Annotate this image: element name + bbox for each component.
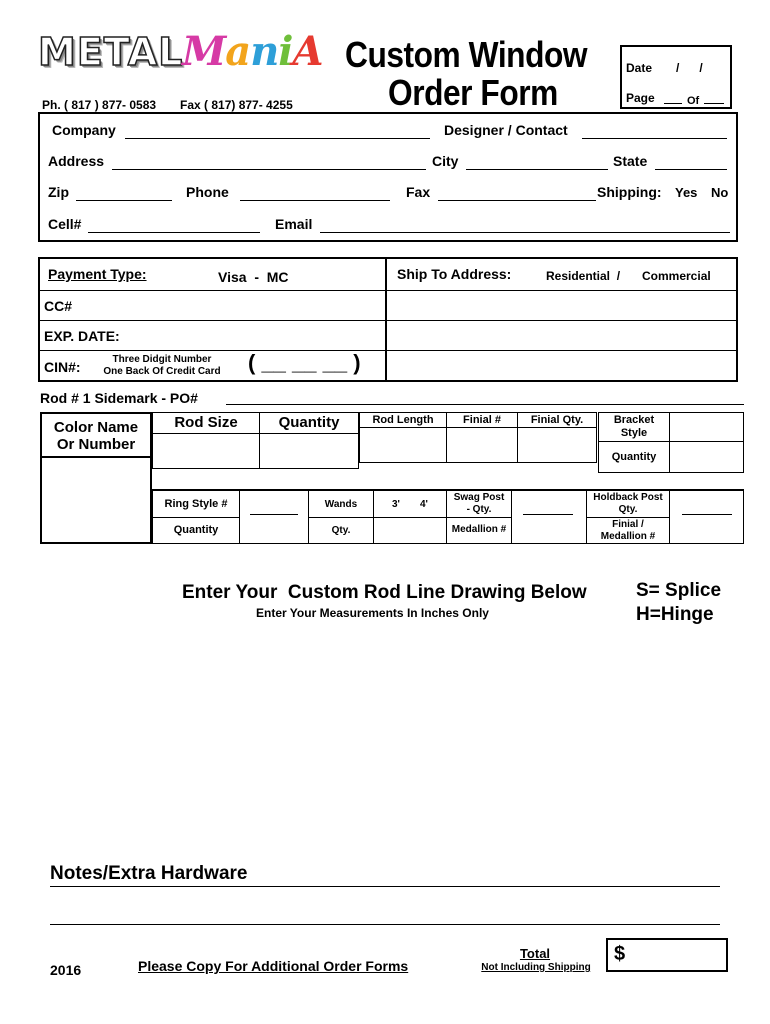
logo-mania-letter: i bbox=[278, 28, 293, 75]
wands-size-cell[interactable] bbox=[373, 490, 447, 518]
payment-row-line3 bbox=[38, 350, 738, 351]
wand-4ft-option[interactable]: 4' bbox=[420, 499, 428, 510]
ship-to-label: Ship To Address: bbox=[397, 266, 512, 282]
state-field[interactable] bbox=[655, 169, 727, 170]
page-label: Page bbox=[626, 91, 655, 105]
form-title-line2: Order Form bbox=[388, 72, 558, 113]
email-field[interactable] bbox=[320, 232, 730, 233]
dollar-sign: $ bbox=[614, 943, 626, 965]
notes-line-1[interactable] bbox=[50, 886, 720, 887]
notes-line-2[interactable] bbox=[50, 924, 720, 925]
designer-field[interactable] bbox=[582, 138, 727, 139]
address-label: Address bbox=[48, 153, 105, 169]
wand-3ft-option[interactable]: 3' bbox=[392, 499, 400, 510]
drawing-area[interactable] bbox=[40, 632, 740, 852]
swag-post-label: Swag Post bbox=[453, 492, 505, 503]
style-label: Style bbox=[620, 427, 648, 439]
bracket-label: Bracket bbox=[613, 414, 655, 426]
wands-qty-label: Qty. bbox=[331, 525, 351, 536]
shipping-label: Shipping: bbox=[597, 184, 662, 200]
swag-value-cell[interactable] bbox=[511, 490, 587, 544]
payment-type-label: Payment Type: bbox=[48, 266, 147, 282]
company-field[interactable] bbox=[125, 138, 430, 139]
date-page-box bbox=[620, 45, 732, 109]
phone-label: Phone bbox=[186, 184, 229, 200]
holdback-value-cell[interactable] bbox=[669, 490, 744, 544]
cell-label: Cell# bbox=[48, 216, 82, 232]
bracket-style-field[interactable] bbox=[669, 412, 744, 442]
fax-label: Fax bbox=[406, 184, 431, 200]
rod-length-field[interactable] bbox=[359, 427, 447, 463]
fax-number: Fax ( 817) 877- 4255 bbox=[180, 98, 293, 112]
cc-label: CC# bbox=[44, 298, 73, 314]
cin-note-line1: Three Didgit Number bbox=[112, 354, 212, 365]
payment-type-options[interactable]: Visa - MC bbox=[218, 269, 289, 285]
date-label: Date bbox=[626, 61, 653, 75]
hinge-legend: H=Hinge bbox=[636, 604, 714, 625]
total-amount-box[interactable] bbox=[606, 938, 728, 972]
form-title-line1: Custom Window bbox=[345, 34, 588, 75]
customer-info-box bbox=[38, 112, 738, 242]
color-name-label: Color Name bbox=[53, 419, 139, 436]
medallion-no-label: Medallion # bbox=[600, 531, 656, 542]
bracket-qty-label: Quantity bbox=[611, 451, 657, 463]
cin-entry-blanks[interactable]: ( __ __ __ ) bbox=[248, 350, 361, 375]
fax-field[interactable] bbox=[438, 200, 596, 201]
designer-label: Designer / Contact bbox=[444, 122, 568, 138]
rod-length-label: Rod Length bbox=[372, 414, 434, 426]
address-field[interactable] bbox=[112, 169, 426, 170]
company-label: Company bbox=[52, 122, 116, 138]
date-slashes[interactable]: / / bbox=[676, 61, 703, 75]
holdback-field[interactable] bbox=[682, 514, 732, 515]
logo-mania-letter: A bbox=[292, 28, 323, 75]
state-label: State bbox=[613, 153, 648, 169]
rod-size-field[interactable] bbox=[152, 433, 260, 469]
residential-option[interactable]: Residential / bbox=[546, 269, 621, 283]
swag-post-field[interactable] bbox=[523, 514, 573, 515]
cin-note-line2: One Back Of Credit Card bbox=[103, 366, 221, 377]
finial-slash-label: Finial / bbox=[612, 519, 644, 530]
holdback-qty-label: Qty. bbox=[618, 504, 638, 515]
city-field[interactable] bbox=[466, 169, 608, 170]
of-label: Of bbox=[687, 95, 700, 107]
logo-mania-letter: n bbox=[250, 28, 279, 75]
sidemark-po-field[interactable] bbox=[226, 404, 744, 405]
logo-metal-text: METAL bbox=[38, 30, 184, 74]
zip-field[interactable] bbox=[76, 200, 172, 201]
holdback-label: Holdback Post bbox=[593, 492, 663, 503]
shipping-no-option[interactable]: No bbox=[711, 185, 729, 200]
drawing-subheading: Enter Your Measurements In Inches Only bbox=[256, 606, 489, 620]
city-label: City bbox=[432, 153, 459, 169]
finial-no-field[interactable] bbox=[446, 427, 518, 463]
or-number-label: Or Number bbox=[56, 436, 136, 453]
exp-date-label: EXP. DATE: bbox=[44, 328, 120, 344]
wands-label: Wands bbox=[324, 499, 358, 510]
shipping-yes-option[interactable]: Yes bbox=[675, 185, 698, 200]
cin-label: CIN#: bbox=[44, 359, 81, 375]
color-name-divider bbox=[40, 456, 152, 458]
drawing-heading: Enter Your Custom Rod Line Drawing Below bbox=[182, 582, 587, 603]
ring-style-label: Ring Style # bbox=[164, 498, 228, 510]
finial-qty-field[interactable] bbox=[517, 427, 597, 463]
finial-qty-label: Finial Qty. bbox=[530, 414, 584, 426]
page-total-field[interactable] bbox=[704, 103, 724, 104]
swag-qty-label: - Qty. bbox=[466, 504, 492, 515]
logo-mania-letter: a bbox=[225, 28, 251, 75]
form-year: 2016 bbox=[50, 962, 82, 978]
zip-label: Zip bbox=[48, 184, 69, 200]
total-label: Total bbox=[519, 946, 551, 961]
payment-row-line1 bbox=[38, 290, 738, 291]
email-label: Email bbox=[275, 216, 313, 232]
medallion-label: Medallion # bbox=[451, 524, 507, 535]
logo-mania-text bbox=[182, 28, 323, 75]
ring-style-field[interactable] bbox=[250, 514, 298, 515]
phone-field[interactable] bbox=[240, 200, 390, 201]
wands-qty-field[interactable] bbox=[373, 517, 447, 544]
logo-mania-letter: M bbox=[182, 28, 226, 75]
page-number-field[interactable] bbox=[664, 103, 682, 104]
notes-label: Notes/Extra Hardware bbox=[50, 863, 248, 884]
ring-value-cell[interactable] bbox=[239, 490, 309, 544]
not-including-shipping: Not Including Shipping bbox=[481, 962, 591, 973]
finial-no-label: Finial # bbox=[463, 414, 501, 426]
bracket-qty-field[interactable] bbox=[669, 441, 744, 473]
quantity-label: Quantity bbox=[278, 414, 340, 431]
ring-qty-label: Quantity bbox=[173, 524, 219, 536]
cell-field[interactable] bbox=[88, 232, 260, 233]
commercial-option[interactable]: Commercial bbox=[642, 269, 711, 283]
quantity-field[interactable] bbox=[259, 433, 359, 469]
splice-legend: S= Splice bbox=[636, 580, 722, 601]
rod-size-label: Rod Size bbox=[174, 414, 238, 431]
copy-note: Please Copy For Additional Order Forms bbox=[138, 958, 409, 974]
rod-title: Rod # 1 Sidemark - PO# bbox=[40, 390, 198, 406]
phone-number: Ph. ( 817 ) 877- 0583 bbox=[42, 98, 157, 112]
payment-row-line2 bbox=[38, 320, 738, 321]
